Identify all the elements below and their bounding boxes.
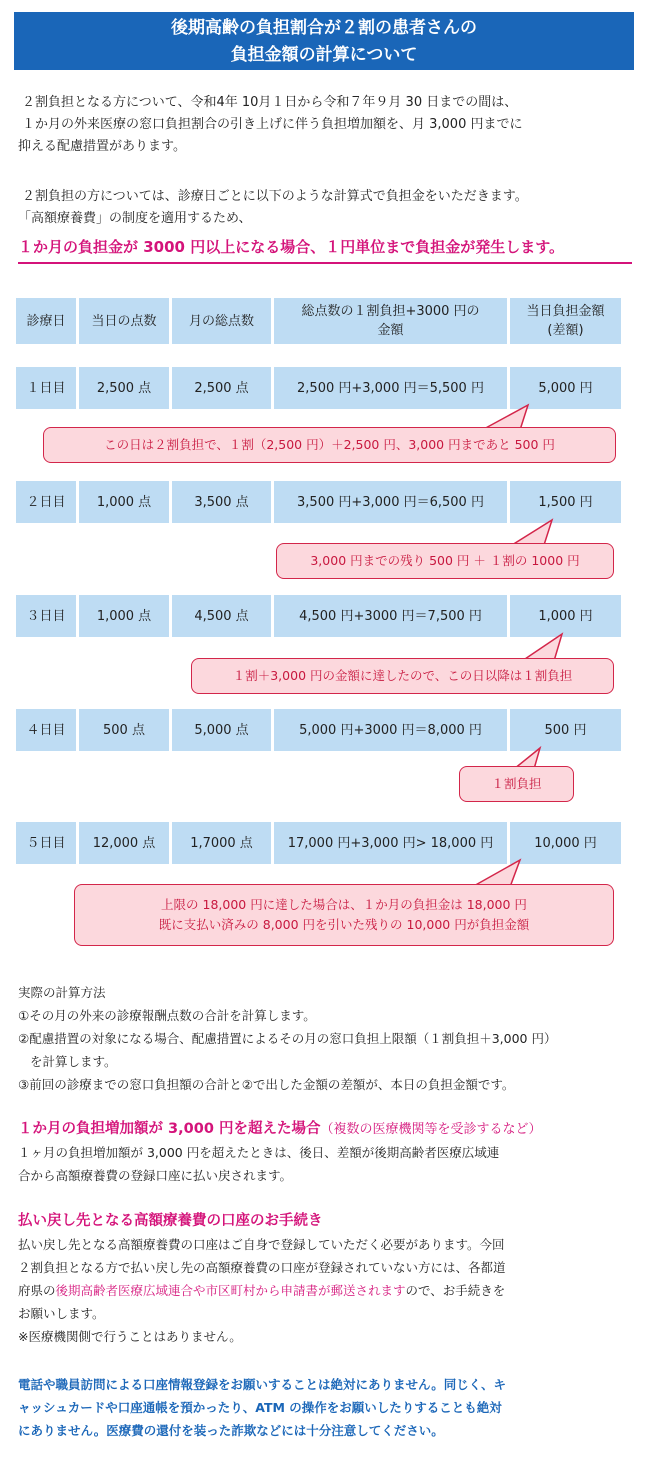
table-row-3-day: ３日目 <box>16 595 76 637</box>
highlight-notice: １か月の負担金が 3000 円以上になる場合、１円単位まで負担金が発生します。 <box>18 236 632 264</box>
refund-line1: 払い戻し先となる高額療養費の口座はご自身で登録していただく必要があります。今回 <box>18 1237 505 1252</box>
callout-5-line2: 既に支払い済みの 8,000 円を引いた残りの 10,000 円が負担金額 <box>158 917 530 932</box>
refund-section <box>18 1210 638 1348</box>
table-header-day: 診療日 <box>16 298 76 344</box>
table-row-3-amount: 1,000 円 <box>510 595 621 637</box>
table-row-5-amount: 10,000 円 <box>510 822 621 864</box>
over-limit-section <box>18 1117 638 1187</box>
intro-p2-line2: 「高額療養費」の制度を適用するため、 <box>18 211 252 226</box>
table-row-1-amount: 5,000 円 <box>510 367 621 409</box>
refund-heading: 払い戻し先となる高額療養費の口座のお手続き <box>18 1213 323 1229</box>
table-row-1-formula: 2,500 円+3,000 円＝5,500 円 <box>274 367 507 409</box>
table-row-2-formula: 3,500 円+3,000 円＝6,500 円 <box>274 481 507 523</box>
callout-3: １割＋3,000 円の金額に達したので、この日以降は１割負担 <box>191 658 614 694</box>
over-limit-heading-note: （複数の医療機関等を受診するなど） <box>320 1122 542 1137</box>
refund-line3-post: ので、お手続きを <box>405 1283 506 1298</box>
refund-line4: お願いします。 <box>18 1306 105 1321</box>
table-row-4-day: ４日目 <box>16 709 76 751</box>
table-row-2-amount: 1,500 円 <box>510 481 621 523</box>
table-header-formula: 総点数の１割負担+3000 円の 金額 <box>274 298 507 344</box>
refund-line3 <box>18 1279 638 1302</box>
table-row-3-formula: 4,500 円+3000 円＝7,500 円 <box>274 595 507 637</box>
intro-paragraph-1 <box>18 92 640 158</box>
intro-p1-line1: ２割負担となる方について、令和4年 10月１日から令和７年９月 30 日までの間は、 <box>22 95 518 110</box>
callout-2-tail <box>510 518 570 546</box>
table-row-4-points: 500 点 <box>79 709 169 751</box>
callout-5-line1: 上限の 18,000 円に達した場合は、１か月の負担金は 18,000 円 <box>161 897 527 912</box>
table-row-5-day: ５日目 <box>16 822 76 864</box>
refund-line3-pre: 府県の <box>18 1283 56 1298</box>
table-row-4-total: 5,000 点 <box>172 709 271 751</box>
table-row-5-points: 12,000 点 <box>79 822 169 864</box>
page-title-line2: 負担金額の計算について <box>230 45 418 65</box>
fraud-warning <box>18 1373 638 1442</box>
over-limit-line1: １ヶ月の負担増加額が 3,000 円を超えたときは、後日、差額が後期高齢者医療広域連 <box>18 1145 500 1160</box>
refund-line2: ２割負担となる方で払い戻し先の高額療養費の口座が登録されていない方には、各都道 <box>18 1260 506 1275</box>
intro-p2-line1: ２割負担の方については、診療日ごとに以下のような計算式で負担金をいただきます。 <box>22 189 528 204</box>
table-row-5-formula: 17,000 円+3,000 円> 18,000 円 <box>274 822 507 864</box>
refund-note: ※医療機関側で行うことはありません。 <box>18 1329 242 1344</box>
over-limit-line2: 合から高額療養費の登録口座に払い戻されます。 <box>18 1168 293 1183</box>
intro-p1-line3: 抑える配慮措置があります。 <box>18 139 186 154</box>
table-header-amount: 当日負担金額 (差額) <box>510 298 621 344</box>
table-row-5-total: 1,7000 点 <box>172 822 271 864</box>
table-header-points: 当日の点数 <box>79 298 169 344</box>
table-row-1-points: 2,500 点 <box>79 367 169 409</box>
method-step-1: ①その月の外来の診療報酬点数の合計を計算します。 <box>18 1008 316 1023</box>
table-row-4-amount: 500 円 <box>510 709 621 751</box>
table-header-total: 月の総点数 <box>172 298 271 344</box>
intro-paragraph-2 <box>18 186 640 230</box>
table-row-2-points: 1,000 点 <box>79 481 169 523</box>
fraud-warning-line1: 電話や職員訪問による口座情報登録をお願いすることは絶対にありません。同じく、キ <box>18 1377 507 1392</box>
callout-4: １割負担 <box>459 766 574 802</box>
intro-p1-line2: １か月の外来医療の窓口負担割合の引き上げに伴う負担増加額を、月 3,000 円までに <box>22 117 523 132</box>
table-row-2-day: ２日目 <box>16 481 76 523</box>
table-row-3-total: 4,500 点 <box>172 595 271 637</box>
callout-1: この日は２割負担で、１割（2,500 円）＋2,500 円、3,000 円まであと 500 円 <box>43 427 616 463</box>
table-row-1-day: １日目 <box>16 367 76 409</box>
method-step-2-line1: ②配慮措置の対象になる場合、配慮措置によるその月の窓口負担上限額（１割負担＋3,000 円） <box>18 1031 557 1046</box>
method-step-2-line2: を計算します。 <box>30 1054 117 1069</box>
page-title-banner <box>14 12 634 70</box>
table-row-2-total: 3,500 点 <box>172 481 271 523</box>
fraud-warning-line2: ャッシュカードや口座通帳を預かったり、ATM の操作をお願いしたりすることも絶対 <box>18 1400 502 1415</box>
callout-2: 3,000 円までの残り 500 円 ＋ １割の 1000 円 <box>276 543 614 579</box>
table-row-3-points: 1,000 点 <box>79 595 169 637</box>
callout-5 <box>74 884 614 946</box>
page-title-line1: 後期高齢の負担割合が２割の患者さんの <box>171 18 477 38</box>
table-row-4-formula: 5,000 円+3000 円＝8,000 円 <box>274 709 507 751</box>
over-limit-heading: １か月の負担増加額が 3,000 円を超えた場合 <box>18 1121 321 1137</box>
method-step-3: ③前回の診療までの窓口負担額の合計と②で出した金額の差額が、本日の負担金額です。 <box>18 1077 515 1092</box>
table-row-1-total: 2,500 点 <box>172 367 271 409</box>
fraud-warning-line3: にありません。医療費の還付を装った詐欺などには十分注意してください。 <box>18 1423 444 1438</box>
method-heading: 実際の計算方法 <box>18 985 106 1000</box>
refund-line3-highlight: 後期高齢者医療広域連合や市区町村から申請書が郵送されます <box>55 1283 406 1298</box>
method-section <box>18 981 638 1096</box>
